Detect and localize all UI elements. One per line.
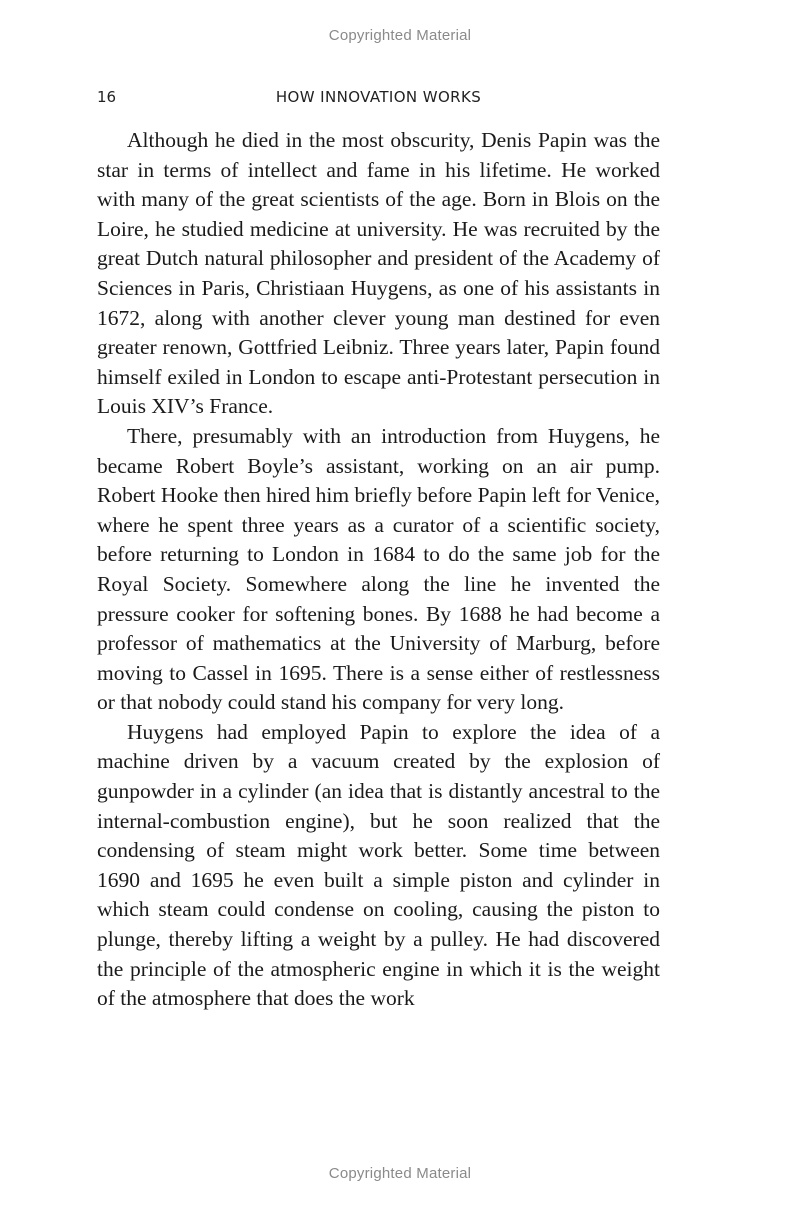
paragraph-1: Although he died in the most obscurity, Denis Papin was the star in terms of intellect and fame in his lifetime. He worked with many of the great scientists of the age. Born in Blois on the Loire, he studied medicine at university. He was recruited by the great Dutch natural philosopher and president of the Academy of Sciences in Paris, Christiaan Huygens, as one of his assistants in 1672, along with another clever young man destined for even greater renown, Gottfried Leibniz. Three years later, Papin found himself exiled in London to escape anti-Protestant persecution in Louis XIV’s France. <box>97 128 660 419</box>
chapter-title: HOW INNOVATION WORKS <box>275 88 482 106</box>
copyright-watermark-top: Copyrighted Material <box>328 27 472 44</box>
page-number: 16 <box>97 88 117 106</box>
body-text <box>97 126 660 1014</box>
paragraph-2: There, presumably with an introduction from Huygens, he became Robert Boyle’s assistant, working on an air pump. Robert Hooke then hired him briefly before Papin left for Venice, where he spent three years as a curator of a scientific society, before returning to London in 1684 to do the same job for the Royal Society. Somewhere along the line he invented the pressure cooker for softening bones. By 1688 he had become a professor of mathematics at the University of Marburg, before moving to Cassel in 1695. There is a sense either of restlessness or that nobody could stand his company for very long. <box>97 423 660 715</box>
paragraph-3: Huygens had employed Papin to explore the idea of a machine driven by a vacuum created by the explosion of gunpowder in a cylinder (an idea that is distantly ancestral to the internal-combustion engine), but he soon realized that the condensing of steam might work better. Some time between 1690 and 1695 he even built a simple piston and cylinder in which steam could condense on cooling, causing the piston to plunge, thereby lifting a weight by a pulley. He had discovered the principle of the atmospheric engine in which it is the weight of the atmosphere that does the work <box>97 719 660 1011</box>
running-head <box>97 88 660 110</box>
copyright-watermark-bottom: Copyrighted Material <box>328 1165 472 1182</box>
